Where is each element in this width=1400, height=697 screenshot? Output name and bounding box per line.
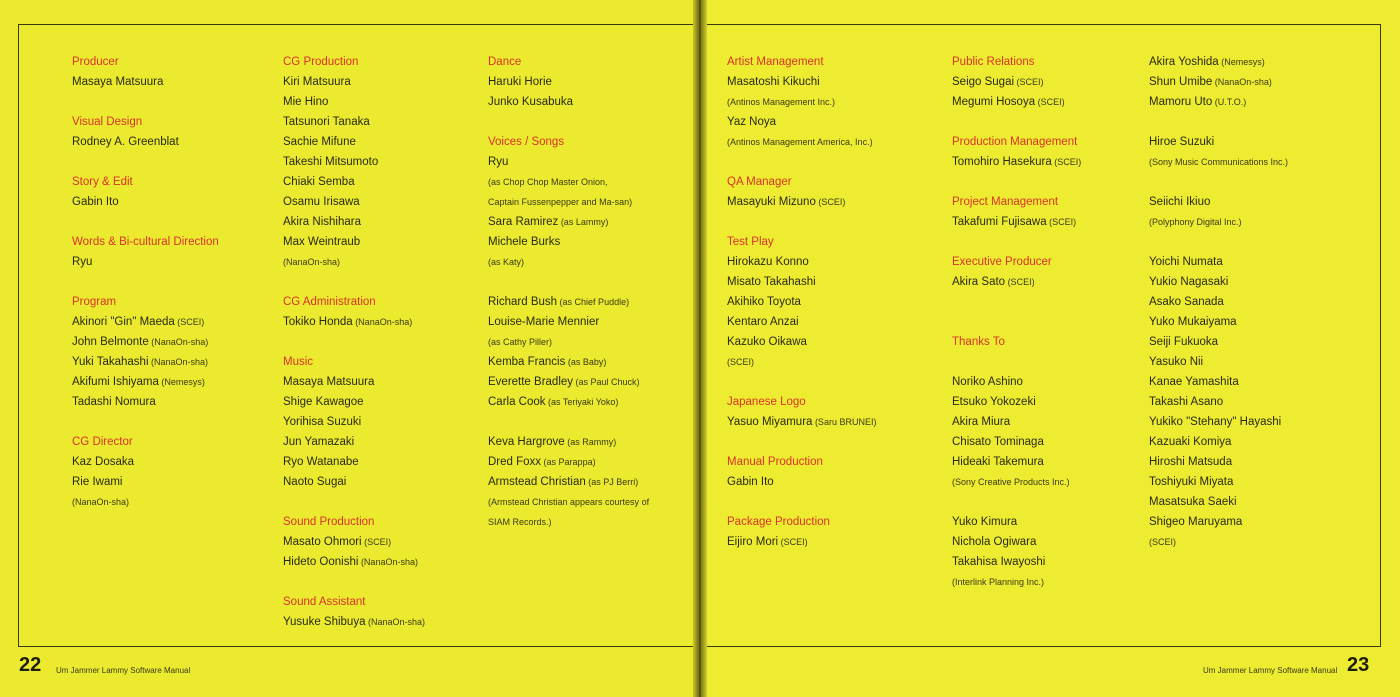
- affiliation-note: (Saru BRUNEI): [812, 417, 877, 427]
- role-heading: Producer: [72, 56, 119, 68]
- person-name: Noriko Ashino: [952, 376, 1023, 388]
- role-heading: QA Manager: [727, 176, 792, 188]
- affiliation-note: (SCEI): [174, 317, 205, 327]
- role-heading: Artist Management: [727, 56, 824, 68]
- person-name: Masayuki Mizuno: [727, 196, 816, 208]
- person-name: Tatsunori Tanaka: [283, 116, 370, 128]
- credit-note: (SCEI): [1149, 537, 1176, 547]
- person-name: Kemba Francis: [488, 356, 566, 368]
- person-name: Seiichi Ikiuo: [1149, 196, 1211, 208]
- credit-name: [283, 172, 488, 192]
- credit-name: [72, 372, 277, 392]
- credit-name: [283, 132, 488, 152]
- spacer: [488, 272, 693, 292]
- person-name: Mie Hino: [283, 96, 329, 108]
- person-name: Armstead Christian: [488, 476, 586, 488]
- credit-name: [283, 232, 488, 252]
- affiliation-note: (as Paul Chuck): [573, 377, 640, 387]
- credit-name: [488, 72, 693, 92]
- page-number-right: 23: [1347, 654, 1370, 676]
- credit-name: [283, 532, 488, 552]
- credit-name: [283, 152, 488, 172]
- role-heading: Words & Bi-cultural Direction: [72, 236, 219, 248]
- person-name: Masaya Matsuura: [283, 376, 375, 388]
- page-number-left: 22: [19, 654, 42, 676]
- person-name: Hideto Oonishi: [283, 556, 359, 568]
- role-heading: Project Management: [952, 196, 1059, 208]
- person-name: Tadashi Nomura: [72, 396, 156, 408]
- credit-name: [283, 192, 488, 212]
- person-name: Nichola Ogiwara: [952, 536, 1037, 548]
- affiliation-note: (as Lammy): [558, 217, 609, 227]
- role-heading: Dance: [488, 56, 522, 68]
- credit-name: [283, 312, 488, 332]
- affiliation-note: (Nemesys): [1218, 57, 1265, 67]
- credit-name: [488, 212, 693, 232]
- person-name: Keva Hargrove: [488, 436, 565, 448]
- person-name: Yasuko Nii: [1149, 356, 1204, 368]
- credit-note: (NanaOn-sha): [283, 257, 341, 267]
- person-name: Sachie Mifune: [283, 136, 356, 148]
- credit-name: [72, 452, 277, 472]
- affiliation-note: (NanaOn-sha): [365, 617, 426, 627]
- person-name: Michele Burks: [488, 236, 561, 248]
- credit-note: (Antinos Management America, Inc.): [727, 137, 873, 147]
- credit-name: [72, 332, 277, 352]
- person-name: Louise-Marie Mennier: [488, 316, 600, 328]
- credit-note: (Antinos Management Inc.): [727, 97, 836, 107]
- person-name: Junko Kusabuka: [488, 96, 574, 108]
- affiliation-note: (NanaOn-sha): [352, 317, 413, 327]
- affiliation-note: (NanaOn-sha): [358, 557, 418, 567]
- person-name: Yuki Takahashi: [72, 356, 149, 368]
- person-name: Mamoru Uto: [1149, 96, 1213, 108]
- role-heading: Package Production: [727, 516, 830, 528]
- person-name: Richard Bush: [488, 296, 558, 308]
- credit-name: [283, 372, 488, 392]
- role-heading: Public Relations: [952, 56, 1035, 68]
- role-heading: Voices / Songs: [488, 136, 565, 148]
- person-name: Ryu: [72, 256, 93, 268]
- credit-name: [488, 372, 693, 392]
- person-name: Hiroshi Matsuda: [1149, 456, 1233, 468]
- role-heading: Executive Producer: [952, 256, 1052, 268]
- credit-name: [488, 312, 693, 332]
- person-name: Kazuaki Komiya: [1149, 436, 1232, 448]
- person-name: Takahisa Iwayoshi: [952, 556, 1046, 568]
- credit-name: [488, 392, 693, 412]
- person-name: Ryo Watanabe: [283, 456, 359, 468]
- credits-column-3: [488, 52, 693, 532]
- role-heading: Story & Edit: [72, 176, 133, 188]
- person-name: Seiji Fukuoka: [1149, 336, 1219, 348]
- affiliation-note: (SCEI): [1051, 157, 1082, 167]
- person-name: Yoichi Numata: [1149, 256, 1223, 268]
- role-heading: Sound Production: [283, 516, 375, 528]
- person-name: Kiri Matsuura: [283, 76, 351, 88]
- affiliation-note: (NanaOn-sha): [148, 337, 209, 347]
- credit-note: (Polyphony Digital Inc.): [1149, 217, 1242, 227]
- credit-note: (Armstead Christian appears courtesy of: [488, 497, 650, 507]
- spacer: [72, 412, 277, 432]
- person-name: Etsuko Yokozeki: [952, 396, 1036, 408]
- spacer: [283, 572, 488, 592]
- person-name: Hirokazu Konno: [727, 256, 809, 268]
- credit-name: [488, 92, 693, 112]
- person-name: Hiroe Suzuki: [1149, 136, 1215, 148]
- person-name: Gabin Ito: [727, 476, 774, 488]
- person-name: Yusuke Shibuya: [283, 616, 366, 628]
- affiliation-note: (SCEI): [1035, 97, 1065, 107]
- person-name: Akinori "Gin" Maeda: [72, 316, 175, 328]
- person-name: Chisato Tominaga: [952, 436, 1044, 448]
- person-name: Masaya Matsuura: [72, 76, 164, 88]
- credit-name: [72, 252, 277, 272]
- credits-column-2: [283, 52, 488, 632]
- credit-name: [283, 212, 488, 232]
- credits-column-1: [72, 52, 277, 512]
- person-name: Akihiko Toyota: [727, 296, 801, 308]
- book-spine: [693, 0, 707, 697]
- credit-note: (as Chop Chop Master Onion,: [488, 177, 608, 187]
- affiliation-note: (SCEI): [1014, 77, 1044, 87]
- credit-note: (NanaOn-sha): [72, 497, 130, 507]
- person-name: Rodney A. Greenblat: [72, 136, 179, 148]
- credit-name: [283, 392, 488, 412]
- role-heading: CG Administration: [283, 296, 376, 308]
- person-name: Hideaki Takemura: [952, 456, 1044, 468]
- affiliation-note: (U.T.O.): [1212, 97, 1247, 107]
- person-name: Yuko Mukaiyama: [1149, 316, 1237, 328]
- credit-name: [488, 232, 693, 252]
- affiliation-note: (SCEI): [778, 537, 808, 547]
- role-heading: Manual Production: [727, 456, 823, 468]
- person-name: Yaz Noya: [727, 116, 777, 128]
- person-name: Yuko Kimura: [952, 516, 1018, 528]
- person-name: Takafumi Fujisawa: [952, 216, 1047, 228]
- affiliation-note: (as Chief Puddle): [557, 297, 630, 307]
- person-name: Akira Miura: [952, 416, 1011, 428]
- credit-name: [72, 72, 277, 92]
- role-heading: Thanks To: [952, 336, 1005, 348]
- spacer: [72, 212, 277, 232]
- credit-name: [72, 192, 277, 212]
- credit-name: [488, 352, 693, 372]
- role-heading: Test Play: [727, 236, 774, 248]
- role-heading: Music: [283, 356, 314, 368]
- spacer: [72, 152, 277, 172]
- role-heading: CG Production: [283, 56, 359, 68]
- credit-note: (as Katy): [488, 257, 525, 267]
- person-name: Shige Kawagoe: [283, 396, 364, 408]
- person-name: Chiaki Semba: [283, 176, 355, 188]
- credit-name: [72, 312, 277, 332]
- person-name: Sara Ramirez: [488, 216, 559, 228]
- credit-name: [283, 612, 488, 632]
- person-name: Shigeo Maruyama: [1149, 516, 1243, 528]
- affiliation-note: (as Teriyaki Yoko): [545, 397, 619, 407]
- person-name: Eijiro Mori: [727, 536, 779, 548]
- spacer: [283, 492, 488, 512]
- credit-name: [72, 472, 277, 492]
- credit-name: [283, 112, 488, 132]
- affiliation-note: (Nemesys): [158, 377, 205, 387]
- role-heading: Sound Assistant: [283, 596, 366, 608]
- affiliation-note: (as Parappa): [541, 457, 596, 467]
- role-heading: Japanese Logo: [727, 396, 806, 408]
- person-name: Max Weintraub: [283, 236, 361, 248]
- person-name: Osamu Irisawa: [283, 196, 360, 208]
- credit-name: [488, 452, 693, 472]
- footer-title-right: Um Jammer Lammy Software Manual: [1203, 666, 1338, 675]
- person-name: Yukiko "Stehany" Hayashi: [1149, 416, 1282, 428]
- person-name: Dred Foxx: [488, 456, 542, 468]
- affiliation-note: (as PJ Berri): [585, 477, 639, 487]
- person-name: Akira Nishihara: [283, 216, 361, 228]
- credit-note: (SCEI): [727, 357, 754, 367]
- person-name: John Belmonte: [72, 336, 149, 348]
- footer-title-left: Um Jammer Lammy Software Manual: [56, 666, 191, 675]
- role-heading: Production Management: [952, 136, 1078, 148]
- credit-name: [72, 392, 277, 412]
- credit-note: (as Cathy Piller): [488, 337, 553, 347]
- role-heading: Visual Design: [72, 116, 143, 128]
- person-name: Gabin Ito: [72, 196, 119, 208]
- credit-name: [72, 352, 277, 372]
- affiliation-note: (SCEI): [1046, 217, 1077, 227]
- person-name: Carla Cook: [488, 396, 546, 408]
- credit-note: SIAM Records.): [488, 517, 552, 527]
- credit-note: (Interlink Planning Inc.): [952, 577, 1045, 587]
- credit-name: [283, 72, 488, 92]
- credit-name: [283, 432, 488, 452]
- person-name: Yasuo Miyamura: [727, 416, 813, 428]
- person-name: Takeshi Mitsumoto: [283, 156, 379, 168]
- page-22: [0, 0, 697, 697]
- affiliation-note: (SCEI): [361, 537, 392, 547]
- affiliation-note: (as Rammy): [564, 437, 617, 447]
- spacer: [72, 92, 277, 112]
- person-name: Kentaro Anzai: [727, 316, 799, 328]
- person-name: Megumi Hosoya: [952, 96, 1036, 108]
- person-name: Seigo Sugai: [952, 76, 1015, 88]
- person-name: Tokiko Honda: [283, 316, 353, 328]
- role-heading: Program: [72, 296, 117, 308]
- credit-name: [283, 552, 488, 572]
- person-name: Haruki Horie: [488, 76, 552, 88]
- affiliation-note: (SCEI): [1005, 277, 1035, 287]
- person-name: Kazuko Oikawa: [727, 336, 807, 348]
- person-name: Jun Yamazaki: [283, 436, 355, 448]
- affiliation-note: (NanaOn-sha): [1212, 77, 1272, 87]
- person-name: Akira Sato: [952, 276, 1006, 288]
- credit-note: Captain Fussenpepper and Ma-san): [488, 197, 633, 207]
- person-name: Kanae Yamashita: [1149, 376, 1239, 388]
- credit-note: (Sony Music Communications Inc.): [1149, 157, 1289, 167]
- affiliation-note: (as Baby): [565, 357, 607, 367]
- person-name: Rie Iwami: [72, 476, 123, 488]
- spacer: [283, 272, 488, 292]
- person-name: Kaz Dosaka: [72, 456, 135, 468]
- credit-name: [488, 152, 693, 172]
- credit-name: [283, 412, 488, 432]
- affiliation-note: (SCEI): [815, 197, 846, 207]
- person-name: Masato Ohmori: [283, 536, 362, 548]
- credit-name: [488, 292, 693, 312]
- spacer: [488, 412, 693, 432]
- person-name: Naoto Sugai: [283, 476, 347, 488]
- person-name: Asako Sanada: [1149, 296, 1224, 308]
- page-frame-right: [707, 24, 1381, 647]
- role-heading: CG Director: [72, 436, 133, 448]
- credit-name: [283, 92, 488, 112]
- person-name: Misato Takahashi: [727, 276, 816, 288]
- credit-name: [488, 432, 693, 452]
- spacer: [488, 112, 693, 132]
- person-name: Akifumi Ishiyama: [72, 376, 159, 388]
- spacer: [283, 332, 488, 352]
- person-name: Masatoshi Kikuchi: [727, 76, 820, 88]
- affiliation-note: (NanaOn-sha): [148, 357, 209, 367]
- credit-name: [488, 472, 693, 492]
- person-name: Tomohiro Hasekura: [952, 156, 1052, 168]
- spacer: [72, 272, 277, 292]
- credit-name: [72, 132, 277, 152]
- person-name: Masatsuka Saeki: [1149, 496, 1237, 508]
- person-name: Yukio Nagasaki: [1149, 276, 1229, 288]
- credit-name: [283, 452, 488, 472]
- person-name: Toshiyuki Miyata: [1149, 476, 1234, 488]
- person-name: Shun Umibe: [1149, 76, 1213, 88]
- credit-name: [283, 472, 488, 492]
- person-name: Takashi Asano: [1149, 396, 1224, 408]
- person-name: Yorihisa Suzuki: [283, 416, 362, 428]
- credit-note: (Sony Creative Products Inc.): [952, 477, 1070, 487]
- person-name: Akira Yoshida: [1149, 56, 1219, 68]
- person-name: Ryu: [488, 156, 509, 168]
- person-name: Everette Bradley: [488, 376, 574, 388]
